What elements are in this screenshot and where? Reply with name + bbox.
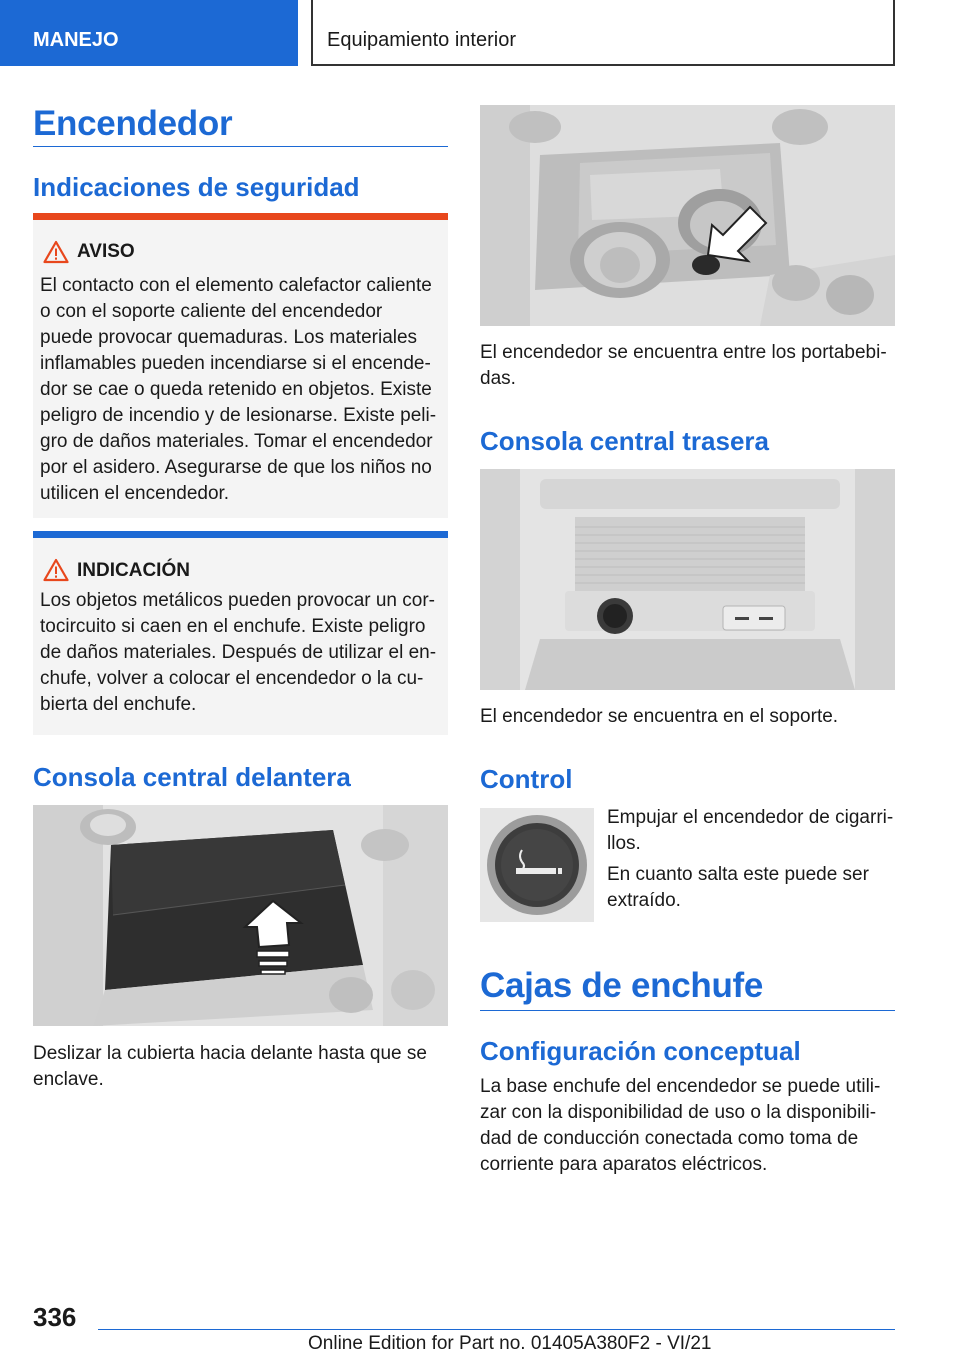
sockets-title-rule (480, 1010, 895, 1011)
notice-text: Los objetos metálicos pueden provocar un cor- tocircuito si caen en el enchufe. Existe peligro de daños materiales. Después de utilizar el en- chufe, volver a colocar el encendedor o la cu- bierta del enchufe. (40, 590, 437, 715)
page-number: 336 (33, 1302, 77, 1332)
page-title: Encendedor (33, 104, 233, 143)
rear-console-image (480, 469, 895, 690)
lighter-image (480, 808, 594, 922)
footer-rule (98, 1329, 895, 1330)
concept-heading: Configuración conceptual (480, 1036, 801, 1066)
notice-bar (33, 531, 448, 538)
control-heading: Control (480, 764, 573, 794)
warning-triangle-icon (43, 240, 69, 264)
title-rule (33, 146, 448, 147)
rear-console-caption: El encendedor se encuentra en el soporte. (480, 706, 839, 727)
warning-label: AVISO (77, 241, 135, 262)
warning-bar (33, 213, 448, 220)
warning-text: El contacto con el elemento calefactor caliente o con el soporte caliente del encendedor puede provocar quemaduras. Los materiales inflamables pueden incendiarse si el encende- dor se cae o queda retenido en objetos. Existe peligro de incendio y de lesionarse. Existe peli- gro de daños materiales. Tomar el encendedor por el asidero. Asegurarse de que los niños no utilicen el encendedor. (40, 275, 437, 504)
control-text-2: En cuanto salta este puede ser extraído. (607, 864, 869, 911)
front-console-caption: Deslizar la cubierta hacia delante hasta que se enclave. (33, 1043, 427, 1090)
section-tab[interactable]: MANEJO (0, 0, 298, 66)
cupholder-caption: El encendedor se encuentra entre los portabebi- das. (480, 342, 887, 389)
notice-box (33, 531, 448, 735)
chapter-title: Equipamiento interior (311, 0, 895, 66)
cupholder-image (480, 105, 895, 326)
control-text-1: Empujar el encendedor de cigarri- llos. (607, 807, 894, 854)
front-console-heading: Consola central delantera (33, 762, 351, 792)
sockets-title: Cajas de enchufe (480, 966, 764, 1005)
page-header (0, 0, 960, 66)
notice-label: INDICACIÓN (77, 560, 190, 581)
footer-edition: Online Edition for Part no. 01405A380F2 - VI/21 (308, 1333, 712, 1354)
warning-triangle-icon (43, 558, 69, 582)
rear-console-heading: Consola central trasera (480, 426, 770, 456)
safety-heading: Indicaciones de seguridad (33, 172, 360, 202)
front-console-image (33, 805, 448, 1026)
warning-box (33, 213, 448, 518)
concept-text: La base enchufe del encendedor se puede utili- zar con la disponibilidad de uso o la disponibili- dad de conducción conectada como toma de corriente para aparatos eléctricos. (480, 1076, 881, 1175)
